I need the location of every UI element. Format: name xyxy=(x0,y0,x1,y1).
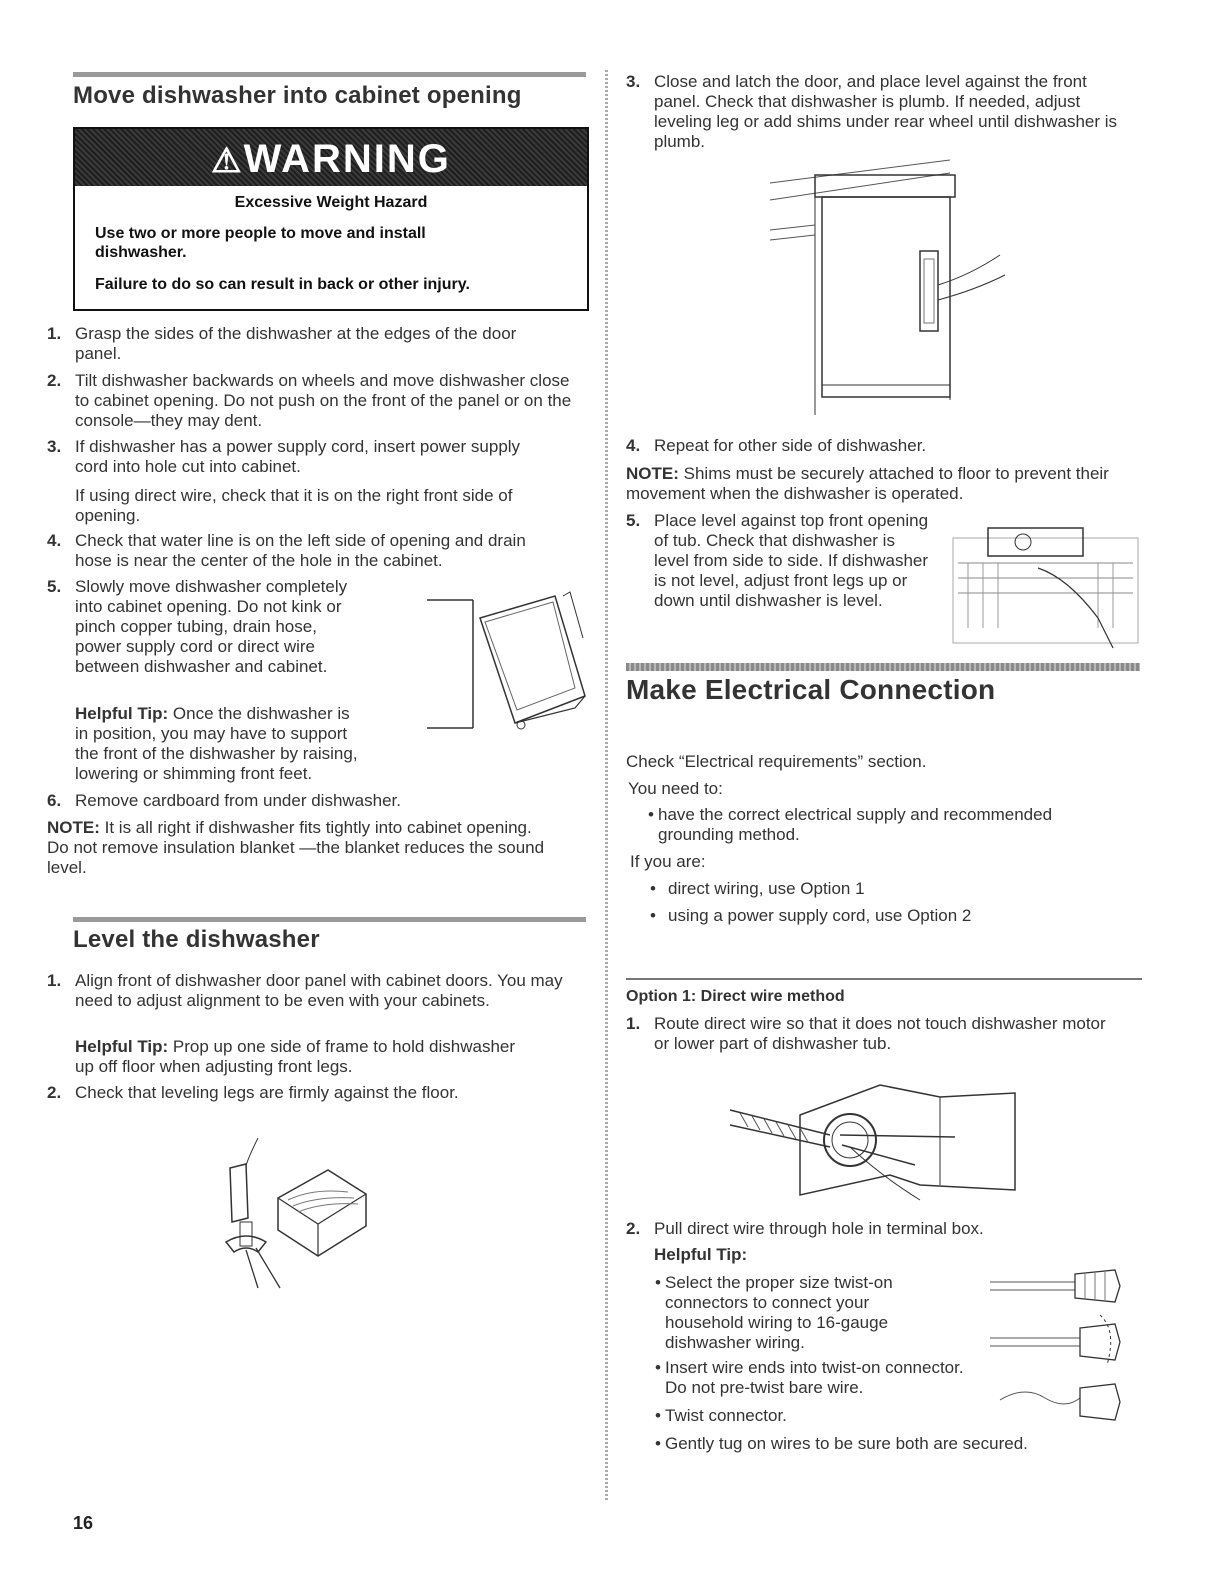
note: NOTE: It is all right if dishwasher fits tightly into cabinet opening. Do not remove insulation blanket —the blanket reduces the sound level. xyxy=(47,818,545,877)
subsection-title-option1: Option 1: Direct wire method xyxy=(626,988,845,1005)
warning-consequence: Failure to do so can result in back or other injury. xyxy=(95,276,470,293)
page-number: 16 xyxy=(73,1513,94,1533)
section-title-move: Move dishwasher into cabinet opening xyxy=(73,82,522,109)
dishwasher-plumb-illustration xyxy=(760,155,1020,435)
dishwasher-tilt-illustration xyxy=(425,588,590,738)
leveling-leg-illustration xyxy=(218,1138,368,1288)
section-rule xyxy=(626,663,1140,671)
section-title-level: Level the dishwasher xyxy=(73,926,320,953)
column-divider xyxy=(605,70,608,1500)
warning-box xyxy=(73,127,589,311)
helpful-tip-label: Helpful Tip: xyxy=(654,1245,748,1264)
section-title-electrical: Make Electrical Connection xyxy=(626,674,996,705)
twist-connector-illustration xyxy=(985,1270,1125,1420)
section-rule xyxy=(73,72,586,77)
warning-triangle-icon: ⚠ xyxy=(211,142,244,180)
warning-hazard: Excessive Weight Hazard xyxy=(234,194,428,211)
warning-instruction: Use two or more people to move and install dishwasher. xyxy=(95,225,426,261)
direct-wire-illustration xyxy=(730,1065,1030,1205)
subsection-rule xyxy=(626,978,1142,980)
warning-title: ⚠WARNING xyxy=(211,137,451,181)
paragraph: You need to: xyxy=(628,779,723,798)
paragraph: Check “Electrical requirements” section. xyxy=(626,752,927,771)
paragraph: If you are: xyxy=(630,852,706,871)
section-rule xyxy=(73,917,586,922)
tub-level-illustration xyxy=(948,518,1143,653)
note: NOTE: Shims must be securely attached to floor to prevent their movement when the dishwasher is operated. xyxy=(626,464,1109,503)
